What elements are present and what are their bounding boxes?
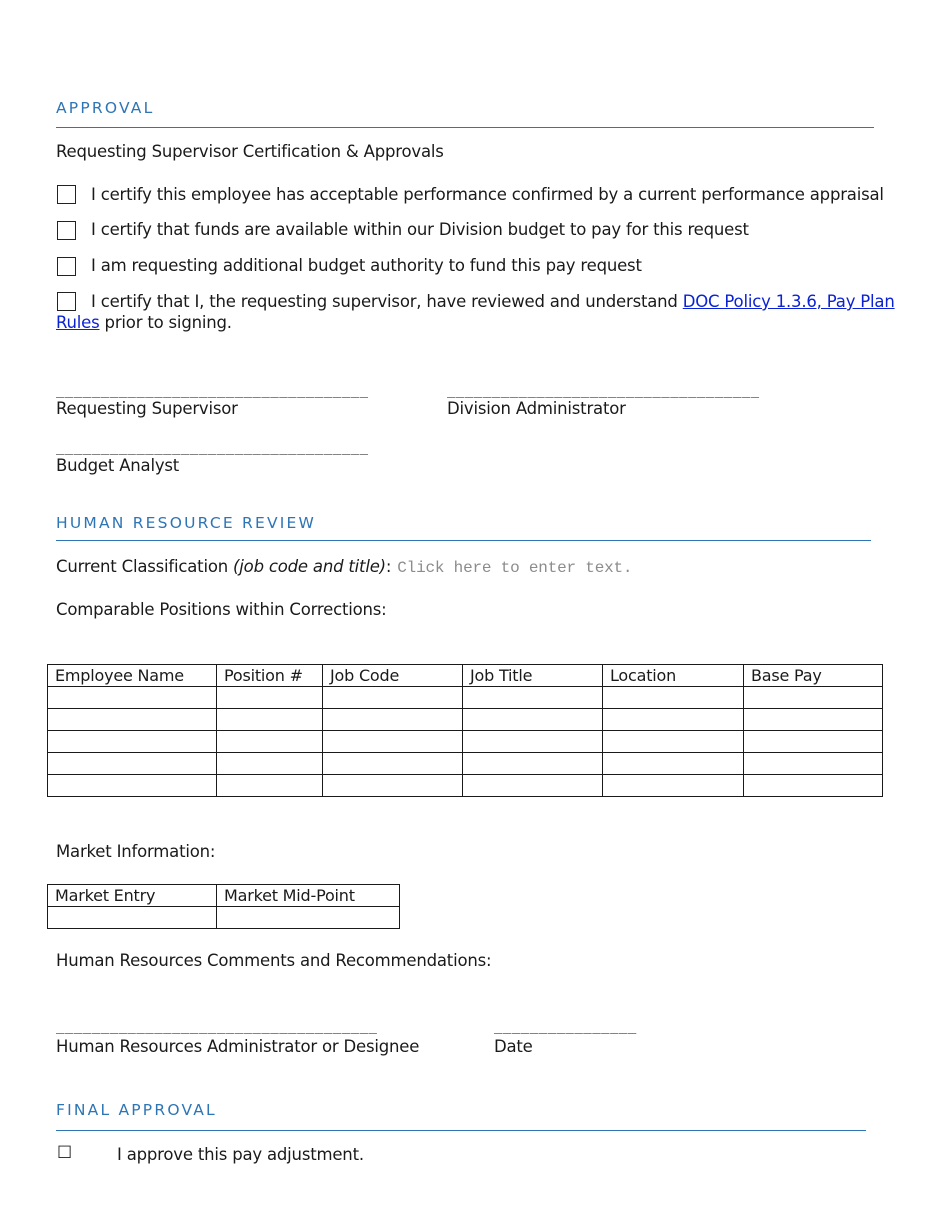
final-approval-checkbox[interactable]: ☐ <box>57 1143 73 1163</box>
budget-analyst-label: Budget Analyst <box>56 456 180 475</box>
division-administrator-label: Division Administrator <box>447 399 626 418</box>
approval-section-title: APPROVAL <box>56 99 155 117</box>
column-header: Location <box>603 665 744 687</box>
column-header: Employee Name <box>48 665 217 687</box>
column-header: Market Entry <box>48 885 217 907</box>
table-cell[interactable] <box>48 687 217 709</box>
market-information-table <box>47 884 400 929</box>
hr-review-divider <box>56 540 871 541</box>
date-label: Date <box>494 1037 533 1056</box>
table-cell[interactable] <box>603 687 744 709</box>
column-header: Job Code <box>323 665 463 687</box>
table-row <box>48 687 883 709</box>
doc-policy-link[interactable]: DOC Policy 1.3.6, Pay Plan <box>682 292 895 311</box>
budget-analyst-signature-line[interactable]: ___________________________________ <box>56 439 369 455</box>
table-row <box>48 731 883 753</box>
table-row <box>48 775 883 797</box>
table-cell[interactable] <box>217 731 323 753</box>
table-cell[interactable] <box>217 775 323 797</box>
policy-text-prefix: I certify that I, the requesting supervisor, have reviewed and understand <box>91 292 683 311</box>
table-row <box>48 907 400 929</box>
hr-administrator-signature-line[interactable]: ____________________________________ <box>56 1018 378 1034</box>
table-row <box>48 753 883 775</box>
column-header: Market Mid-Point <box>217 885 400 907</box>
table-cell[interactable] <box>323 775 463 797</box>
funds-available-checkbox[interactable] <box>57 221 76 240</box>
comparable-positions-table <box>47 664 883 797</box>
table-cell[interactable] <box>603 753 744 775</box>
performance-checkbox-label: I certify this employee has acceptable performance confirmed by a current performance appraisal <box>91 185 884 204</box>
final-approval-divider <box>56 1130 866 1131</box>
table-cell[interactable] <box>48 709 217 731</box>
budget-authority-checkbox[interactable] <box>57 257 76 276</box>
requesting-supervisor-signature-line[interactable]: ___________________________________ <box>56 382 369 398</box>
current-classification-input[interactable]: Click here to enter text. <box>397 559 633 577</box>
table-header-row <box>48 665 883 687</box>
hr-administrator-label: Human Resources Administrator or Designee <box>56 1037 420 1056</box>
final-approval-statement: I approve this pay adjustment. <box>117 1145 364 1164</box>
requesting-supervisor-label: Requesting Supervisor <box>56 399 238 418</box>
policy-text-suffix: prior to signing. <box>99 313 232 332</box>
table-cell[interactable] <box>463 687 603 709</box>
division-administrator-signature-line[interactable]: ___________________________________ <box>447 382 760 398</box>
policy-checkbox[interactable] <box>57 292 76 311</box>
table-cell[interactable] <box>744 775 883 797</box>
table-header-row <box>48 885 400 907</box>
table-cell[interactable] <box>744 709 883 731</box>
funds-available-checkbox-label: I certify that funds are available within our Division budget to pay for this request <box>91 220 749 239</box>
table-cell[interactable] <box>603 731 744 753</box>
table-cell[interactable] <box>463 709 603 731</box>
policy-checkbox-label <box>91 292 895 311</box>
table-cell[interactable] <box>323 731 463 753</box>
table-cell[interactable] <box>744 753 883 775</box>
column-header: Position # <box>217 665 323 687</box>
table-row <box>48 709 883 731</box>
table-cell[interactable] <box>603 709 744 731</box>
table-cell[interactable] <box>217 753 323 775</box>
market-mid-point-cell[interactable] <box>217 907 400 929</box>
table-cell[interactable] <box>463 775 603 797</box>
market-information-label: Market Information: <box>56 842 216 861</box>
performance-checkbox[interactable] <box>57 185 76 204</box>
table-cell[interactable] <box>323 709 463 731</box>
table-cell[interactable] <box>217 687 323 709</box>
column-header: Base Pay <box>744 665 883 687</box>
table-cell[interactable] <box>603 775 744 797</box>
current-classification-row <box>56 557 632 577</box>
table-cell[interactable] <box>48 775 217 797</box>
table-cell[interactable] <box>463 753 603 775</box>
table-cell[interactable] <box>48 753 217 775</box>
table-cell[interactable] <box>48 731 217 753</box>
comparable-positions-label: Comparable Positions within Corrections: <box>56 600 387 619</box>
hr-comments-label: Human Resources Comments and Recommendations: <box>56 951 492 970</box>
approval-subtitle: Requesting Supervisor Certification & Approvals <box>56 142 444 161</box>
table-cell[interactable] <box>323 753 463 775</box>
classification-colon: : <box>385 557 392 576</box>
column-header: Job Title <box>463 665 603 687</box>
market-entry-cell[interactable] <box>48 907 217 929</box>
hr-review-section-title: HUMAN RESOURCE REVIEW <box>56 514 317 532</box>
budget-authority-checkbox-label: I am requesting additional budget authority to fund this pay request <box>91 256 642 275</box>
current-classification-label: Current Classification <box>56 557 234 576</box>
approval-divider <box>56 127 874 128</box>
table-cell[interactable] <box>217 709 323 731</box>
final-approval-section-title: FINAL APPROVAL <box>56 1101 217 1119</box>
policy-checkbox-label-continued <box>56 313 232 332</box>
table-cell[interactable] <box>744 687 883 709</box>
doc-policy-link-continued[interactable]: Rules <box>56 313 100 332</box>
date-signature-line[interactable]: ________________ <box>494 1018 637 1034</box>
table-cell[interactable] <box>463 731 603 753</box>
table-cell[interactable] <box>744 731 883 753</box>
current-classification-hint: (job code and title) <box>233 557 386 576</box>
table-cell[interactable] <box>323 687 463 709</box>
